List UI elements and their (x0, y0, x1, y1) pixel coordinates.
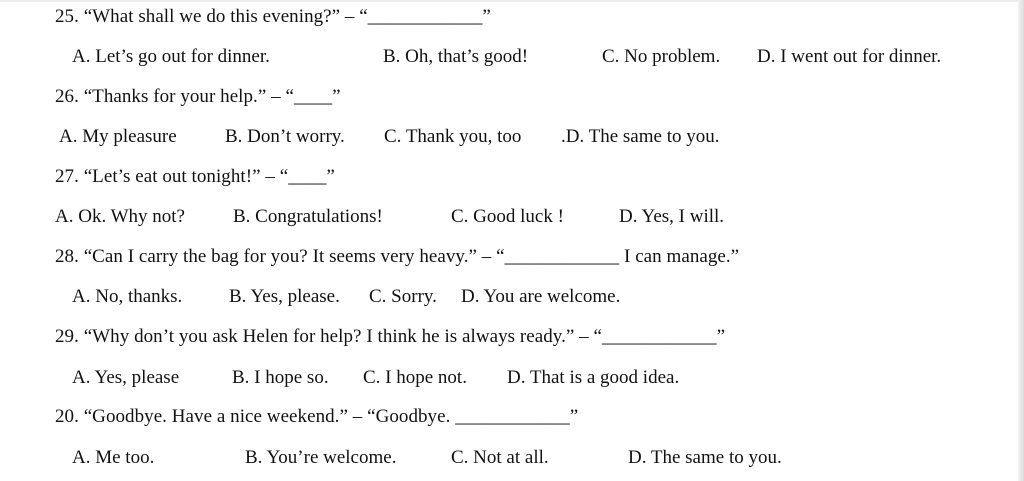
question-27-stem: 27. “Let’s eat out tonight!” – “____” (55, 166, 335, 187)
question-26-option-b: B. Don’t worry. (225, 126, 345, 147)
question-29-option-c: C. I hope not. (363, 367, 467, 388)
question-20-option-c: C. Not at all. (451, 447, 549, 468)
page-right-edge (1018, 0, 1024, 481)
question-25-option-c: C. No problem. (602, 46, 721, 67)
question-25-stem: 25. “What shall we do this evening?” – “____________” (55, 6, 491, 27)
question-28-option-c: C. Sorry. (369, 286, 437, 307)
question-28-option-a: A. No, thanks. (72, 286, 183, 307)
question-27-option-a: A. Ok. Why not? (55, 206, 185, 227)
question-27-option-b: B. Congratulations! (233, 206, 383, 227)
question-26-option-c: C. Thank you, too (384, 126, 522, 147)
question-28-stem: 28. “Can I carry the bag for you? It seems very heavy.” – “____________ I can manage.” (55, 246, 740, 267)
question-20-option-b: B. You’re welcome. (245, 447, 397, 468)
question-26-option-a: A. My pleasure (59, 126, 177, 147)
question-20-stem: 20. “Goodbye. Have a nice weekend.” – “Goodbye. ____________” (55, 406, 579, 427)
question-25-option-d: D. I went out for dinner. (757, 46, 942, 67)
page-top-edge (0, 0, 1024, 2)
question-27-option-d: D. Yes, I will. (619, 206, 725, 227)
question-25-option-b: B. Oh, that’s good! (383, 46, 529, 67)
question-20-option-a: A. Me too. (72, 447, 155, 468)
question-29-stem: 29. “Why don’t you ask Helen for help? I think he is always ready.” – “____________” (55, 326, 726, 347)
question-29-option-a: A. Yes, please (72, 367, 180, 388)
question-29-option-b: B. I hope so. (232, 367, 329, 388)
question-28-option-d: D. You are welcome. (461, 286, 621, 307)
question-25-option-a: A. Let’s go out for dinner. (72, 46, 270, 67)
question-26-stem: 26. “Thanks for your help.” – “____” (55, 86, 341, 107)
question-20-option-d: D. The same to you. (628, 447, 782, 468)
question-27-option-c: C. Good luck ! (451, 206, 564, 227)
question-28-option-b: B. Yes, please. (229, 286, 340, 307)
question-29-option-d: D. That is a good idea. (507, 367, 680, 388)
question-26-option-d: .D. The same to you. (561, 126, 720, 147)
